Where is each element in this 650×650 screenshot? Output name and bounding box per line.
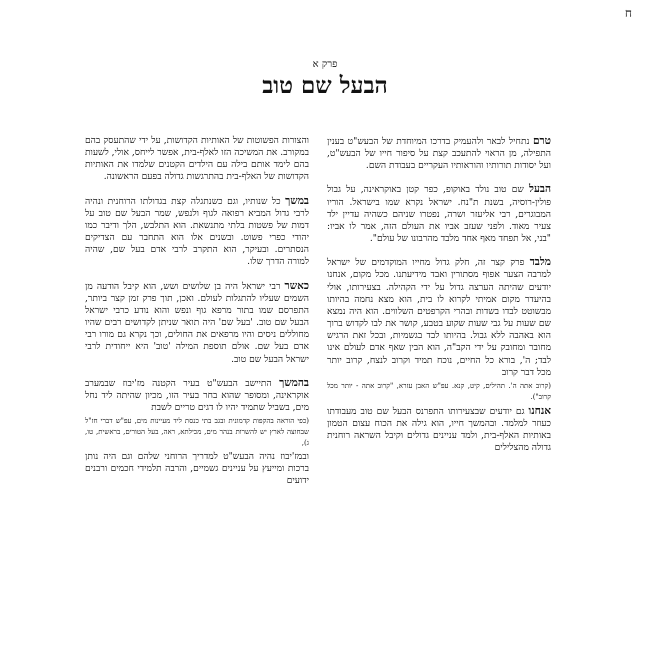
- paragraph: [327, 381, 551, 403]
- paragraph-lead-word: הבעל: [529, 183, 551, 196]
- paragraph: [85, 195, 309, 269]
- paragraph: [327, 256, 551, 379]
- paragraph-text: התיישב הבעש"ט בעיר הקטנה מז'יבוז שבמערב אוקראינה, ומסופר שהוא בחר בעיר הזו, מכיון שהיתה ליד נחל מים, בשביל שתמיד יהיו לו דגים טריים לשבת: [85, 378, 309, 413]
- paragraph-text: ובמז'יבוז נהיה הבעש"ט למדריך הרוחני שלהם וגם היה נותן ברכות ומייעץ על עניינים גשמיים, והרבה תלמידי חכמים ורבנים ידועים: [85, 452, 309, 487]
- paragraph-lead-word: מלבד: [529, 256, 551, 269]
- paragraph-text: פרק קצר זה, חלק גדול מחייו המוקדמים של ישראל למרבה הצער אפוף מסתורין ואבד מידיעתנו. מכל מקום, אנחנו יודעים שהיתה הערצה גדול על ידי הקהילה. בצעירותו, אולי בהיעדר מקום אמיתי לקרוא לו בית, הוא מצא נחמה בהיותו מבשוטט לבדו בשדות ובהרי הקרפטים השלווים. הוא היה נמצא שם שעות על גבי שעות שקוע בטבע, קושר את לבו לקדוש ברוך הוא באהבה ללא גבול. בהיותו לבד בגשמיות, ובכל זאת הרגיש מחובר ומחובק על ידי הקב"ה, הוא הבין שאף אדם לעולם אינו לבד; ה', בורא כל החיים, נוכח תמיד וקרוב לנצח, קרוב יותר מכל דבר קרוב: [327, 258, 551, 378]
- paragraph: [327, 135, 551, 172]
- paragraph-lead-word: אנחנו: [528, 404, 551, 417]
- paragraph-lead-word: כאשר: [284, 279, 309, 292]
- paragraph-text: כל שנותיו, וגם כשנתגלה קצת בגדולתו הרוחנית ונהיה לרבי גדול המביא רפואה לגוף ולנפש, שמר הבעל שם טוב על דמות של פשטות בלתי מתנשאת. הוא התלבש, הלך ודיבר כמו יהודי כפרי פשוט. ובשנים אלו הוא התחבר עם הצדיקים הנסתרים. ובעיקר, הוא התקרב לרבי אדם בעל שם, שהיה למורה הדרך שלו.: [85, 196, 309, 268]
- right-text-column: [327, 135, 551, 465]
- paragraph-text: גם יודעים שבצעירותו התפרנס הבעל שם טוב מעבודתו כעוזר למלמד. ובהמשך חייו, הוא גילה את הכוח עצום הטמון באותיות האלף-בית, ולמד עניינים גדולים וקיבל השראה רוחנית גדולה מהצלילים: [327, 406, 551, 454]
- paragraph: [327, 405, 551, 455]
- paragraph-lead-word: במשך: [285, 194, 309, 207]
- paragraph-lead-word: טרם: [532, 135, 551, 147]
- paragraph: [85, 416, 309, 449]
- paragraph: [85, 451, 309, 487]
- chapter-label: פרק א: [312, 59, 338, 70]
- chapter-title: הבעל שם טוב: [262, 72, 388, 99]
- paragraph-text: נתחיל לבאר ולהעמיק בדרכו המיוחדת של הבעש"ט בענין התפילה, מן הראוי להתעכב קצת על סיפור חייו של הבעש"ט, ועל יסודות תורותיו והוראותיו העקריים בעבודת השם.: [327, 137, 551, 172]
- paragraph-text: והצורות הפשוטות של האותיות הקדושות, על ידי שהתעסק בהם במקורב. את המשיכה הזו לאלף-בית, אפשר לייחס, אולי, לשעות בהם לימד אותם בילה עם הילדים הקטנים שלמדו את האותיות הקדושות של האלף-בית בהתרגשות גדולה בפעם הראשונה.: [85, 136, 309, 183]
- left-text-column: [85, 135, 309, 499]
- paragraph: [85, 377, 309, 414]
- paragraph: [85, 135, 309, 184]
- paragraph-text: (קרוב אתה ה'. תהילים, קיט, קנא. עפ"ש האבן עזרא, "קרוב אתה - יותר מכל קרוב").: [327, 381, 551, 401]
- paragraph-text: רבי ישראל היה בן שלושים ושש, הוא קיבל הודעה מן השמים שעליו להתגלות לעולם. ואכן, תוך פרק זמן קצר ביותר, התפרסם שמו בתור מרפא גוף ונפש והוא נודע כרבי ישראל הבעל שם טוב. 'בעל שם' היה תואר שניתן לקדושים רבים שהיו מחוללים ניסים והיו מרפאים את החולים, וכך נקרא גם מורו רבי אדם בעל שם. אולם תוספת המילה 'טוב' היא ייחודית לרבי ישראל הבעל שם טוב.: [85, 281, 309, 365]
- paragraph-lead-word: בהמשך: [279, 376, 309, 389]
- paragraph-text: שם טוב נולד באוקופ, כפר קטן באוקראינה, על גבול פולין-רוסיה, בשנת ת"נח. ישראל נקרא שמו בישראל. הוריו המבוגרים, רבי אליעזר ושרה, נפטרו שניהם כשהיה עדיין ילד צעיר מאוד. ולפני שעזב אביו את העולם הזה, אמר לו אביו: "בני, אל תפחד מאף אחד מלבד מהרבונו של עולם".: [327, 185, 551, 245]
- paragraph-text: (כפי הוראה בהקפות קדמונית ובגב בתי כנסת ליד מעיינות מים, עפ"ש דברי חז"ל שבחוצה לארץ יש להשרות בנהר מים, מכילתא, ראה, בעל הטורים, בראשית, טו, ג),: [85, 417, 309, 448]
- page-number: ח: [624, 6, 632, 20]
- paragraph: [85, 280, 309, 366]
- paragraph: [327, 183, 551, 245]
